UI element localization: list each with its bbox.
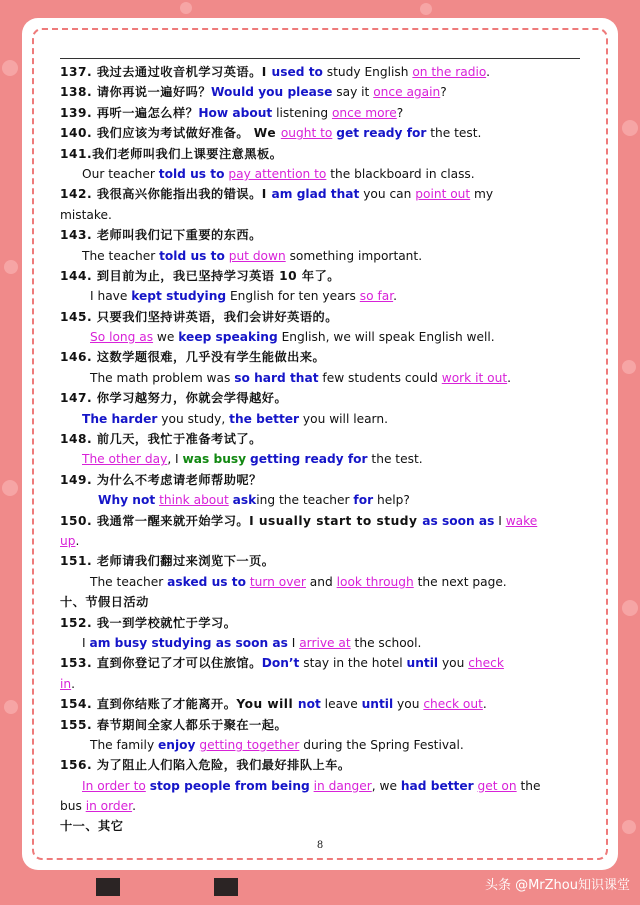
text-span: The teacher [82, 248, 160, 263]
text-span: The teacher [90, 574, 168, 589]
highlighted-phrase: look through [336, 574, 414, 589]
text-line [60, 674, 586, 694]
highlighted-phrase: stop people from [149, 778, 268, 793]
text-line [60, 327, 586, 347]
text-line [60, 266, 586, 286]
text-line [60, 62, 586, 82]
highlighted-phrase: check [468, 656, 504, 671]
watermark: 头条 @MrZhou知识课堂 [484, 878, 630, 893]
text-span: ? [440, 85, 447, 100]
highlighted-phrase: asked us to [167, 574, 246, 589]
text-span: 156. 为了阻止人们陷入危险，我们最好排队上车。 [60, 758, 351, 773]
highlighted-phrase: How about [198, 105, 273, 120]
text-span: . [75, 533, 80, 548]
text-line [60, 796, 586, 816]
text-line [60, 286, 586, 306]
text-line [60, 347, 586, 367]
highlighted-phrase: was busy [182, 452, 247, 467]
highlighted-phrase: being [271, 778, 310, 793]
text-span: few students could [318, 370, 442, 385]
text-span: The math problem was [90, 370, 235, 385]
highlighted-phrase: enjoy [158, 737, 196, 752]
text-line [60, 225, 586, 245]
highlighted-phrase: am glad that [271, 187, 360, 202]
text-span: ing the teacher [256, 493, 354, 508]
highlighted-phrase: told us to [159, 248, 225, 263]
text-line [60, 368, 586, 388]
highlighted-phrase: for [353, 493, 374, 508]
text-span: 十、节假日活动 [60, 595, 149, 610]
text-span: 139. 再听一遍怎么样？ [60, 105, 199, 120]
document-page [22, 18, 618, 870]
text-span: Our teacher [82, 166, 159, 181]
highlighted-phrase: think about [159, 493, 229, 508]
background-pattern-dot [2, 480, 18, 496]
highlighted-phrase: as soon as [422, 513, 495, 528]
text-span: leave [320, 697, 362, 712]
text-span: you study, [157, 411, 230, 426]
text-line [60, 551, 586, 571]
highlighted-phrase: once again [373, 85, 441, 100]
text-span: study English [322, 65, 413, 79]
text-line [60, 816, 586, 836]
text-span: 150. 我通常一醒来就开始学习。I usually start to study [60, 513, 423, 528]
highlighted-phrase: getting ready for [250, 452, 368, 467]
text-span: something important. [285, 248, 423, 263]
text-span: 149. 为什么不考虑请老师帮助呢？ [60, 472, 262, 487]
text-span: 144. 到目前为止，我已坚持学习英语 10 年了。 [60, 268, 340, 283]
text-span: ? [396, 105, 404, 120]
background-pattern-dot [622, 120, 638, 136]
text-span: the school. [350, 635, 422, 650]
highlighted-phrase: turn over [249, 574, 306, 589]
text-span: 154. 直到你结账了才能离开。You will [60, 697, 298, 712]
text-line [60, 633, 586, 653]
background-pattern-dot [4, 700, 18, 714]
highlighted-phrase: arrive at [299, 635, 351, 650]
text-line [60, 164, 586, 184]
highlighted-phrase: In order to [82, 778, 146, 793]
text-line [60, 572, 586, 592]
highlighted-phrase: until [361, 697, 394, 712]
text-span: 143. 老师叫我们记下重要的东西。 [60, 228, 262, 243]
text-line [60, 613, 586, 633]
text-span: 152. 我一到学校就忙于学习。 [60, 615, 237, 630]
text-span: 十一、其它 [60, 819, 124, 834]
text-span: 146. 这数学题很难，几乎没有学生能做出来。 [60, 350, 326, 365]
text-span: 138. 请你再说一遍好吗？ [60, 85, 212, 100]
text-line [60, 735, 586, 755]
background-pattern-dot [180, 2, 192, 14]
text-line [60, 776, 586, 796]
highlighted-phrase: used to [271, 65, 323, 79]
text-span: 155. 春节期间全家人都乐于聚在一起。 [60, 717, 288, 732]
footer-decoration [214, 878, 238, 896]
text-span: 140. 我们应该为考试做好准备。 We [60, 126, 281, 141]
text-span: . [71, 676, 75, 691]
text-span: mistake. [60, 207, 112, 222]
text-line [60, 755, 586, 775]
highlighted-phrase: point out [415, 187, 471, 202]
text-line [60, 205, 586, 225]
highlighted-phrase: get on [477, 778, 517, 793]
highlighted-phrase: Would you please [211, 85, 333, 100]
text-span: and [305, 574, 337, 589]
background-pattern-dot [622, 600, 638, 616]
text-line [60, 82, 586, 102]
highlighted-phrase: pay attention to [228, 166, 327, 181]
highlighted-phrase: Don’t [261, 656, 300, 671]
text-line [60, 653, 586, 673]
page-number: 8 [316, 840, 324, 851]
text-line [60, 103, 586, 123]
highlighted-phrase: told us to [158, 166, 225, 181]
text-line [60, 246, 586, 266]
text-line [60, 470, 586, 490]
text-span: The family [90, 737, 159, 752]
background-pattern-dot [622, 820, 636, 834]
highlighted-phrase: until [406, 656, 439, 671]
top-rule [60, 58, 580, 59]
highlighted-phrase: am busy studying as soon as [89, 635, 288, 650]
text-line [60, 592, 586, 612]
text-span: the test. [367, 452, 423, 467]
text-line [60, 694, 586, 714]
text-line [60, 184, 586, 204]
text-span: . [393, 289, 397, 304]
text-line [60, 123, 586, 143]
text-span: . [507, 370, 511, 385]
text-span: 151. 老师请我们翻过来浏览下一页。 [60, 554, 275, 569]
text-span: 145. 只要我们坚持讲英语，我们会讲好英语的。 [60, 309, 338, 324]
text-span: bus [60, 799, 86, 814]
sentence-list [60, 62, 586, 837]
text-span: . [482, 697, 487, 712]
highlighted-phrase: So long as [90, 330, 154, 345]
highlighted-phrase: the better [229, 411, 300, 426]
highlighted-phrase: in danger [313, 778, 372, 793]
highlighted-phrase: work it out [441, 370, 508, 385]
text-span: , we [371, 778, 401, 793]
highlighted-phrase: once more [331, 105, 397, 120]
text-span: . [132, 799, 136, 814]
highlighted-phrase: ought to [280, 126, 333, 141]
text-line [60, 388, 586, 408]
background-pattern-dot [622, 360, 636, 374]
highlighted-phrase: in order [85, 799, 133, 814]
text-span: I have [90, 289, 132, 304]
text-span: the test. [426, 126, 482, 141]
text-span: say it [332, 85, 374, 100]
text-span: English, we will speak English well. [277, 330, 495, 345]
highlighted-phrase: wake [505, 513, 538, 528]
highlighted-phrase: check out [423, 697, 483, 712]
highlighted-phrase: Why not [98, 493, 156, 508]
highlighted-phrase: kept studying [131, 289, 227, 304]
text-span: 147. 你学习越努力，你就会学得越好。 [60, 391, 288, 406]
text-span: I [82, 635, 90, 650]
text-line [60, 490, 586, 510]
text-line [60, 409, 586, 429]
text-span: I [494, 513, 506, 528]
highlighted-phrase: so hard that [234, 370, 319, 385]
text-span: you [393, 697, 424, 712]
text-span: 142. 我很高兴你能指出我的错误。I [60, 187, 272, 202]
text-span: stay in the hotel [299, 656, 407, 671]
highlighted-phrase: get ready for [336, 126, 427, 141]
highlighted-phrase: in [60, 676, 72, 691]
footer-decoration [96, 878, 120, 896]
text-line [60, 449, 586, 469]
highlighted-phrase: getting together [199, 737, 300, 752]
highlighted-phrase: not [297, 697, 321, 712]
highlighted-phrase: put down [228, 248, 286, 263]
background-pattern-dot [4, 260, 18, 274]
highlighted-phrase: so far [359, 289, 394, 304]
text-span: 141.我们老师叫我们上课要注意黑板。 [60, 146, 283, 161]
text-line [60, 715, 586, 735]
highlighted-phrase: ask [232, 493, 257, 508]
text-line [60, 307, 586, 327]
highlighted-phrase: on the radio [412, 65, 487, 79]
text-span: I [287, 635, 300, 650]
text-line [60, 511, 586, 531]
text-span: 137. 我过去通过收音机学习英语。I [60, 65, 272, 79]
text-span: my [470, 187, 494, 202]
highlighted-phrase: keep speaking [178, 330, 278, 345]
text-span: you can [359, 187, 416, 202]
highlighted-phrase: The other day [82, 452, 168, 467]
highlighted-phrase: up [60, 533, 76, 548]
text-span: . [486, 65, 490, 79]
text-line [60, 144, 586, 164]
text-span: 148. 前几天，我忙于准备考试了。 [60, 432, 262, 447]
text-span: 153. 直到你登记了才可以住旅馆。 [60, 656, 262, 671]
text-span: we [153, 330, 179, 345]
text-span: the next page. [413, 574, 507, 589]
highlighted-phrase: had better [400, 778, 474, 793]
text-span: you will learn. [299, 411, 388, 426]
text-span: during the Spring Festival. [299, 737, 464, 752]
text-line [60, 531, 586, 551]
text-span: listening [272, 105, 332, 120]
background-pattern-dot [2, 60, 18, 76]
text-span: help? [373, 493, 410, 508]
text-line [60, 429, 586, 449]
text-span: the [516, 778, 541, 793]
text-span: the blackboard in class. [326, 166, 475, 181]
background-pattern-dot [420, 3, 432, 15]
text-span: you [438, 656, 469, 671]
text-span: , I [167, 452, 183, 467]
text-span: English for ten years [226, 289, 360, 304]
highlighted-phrase: The harder [82, 411, 158, 426]
